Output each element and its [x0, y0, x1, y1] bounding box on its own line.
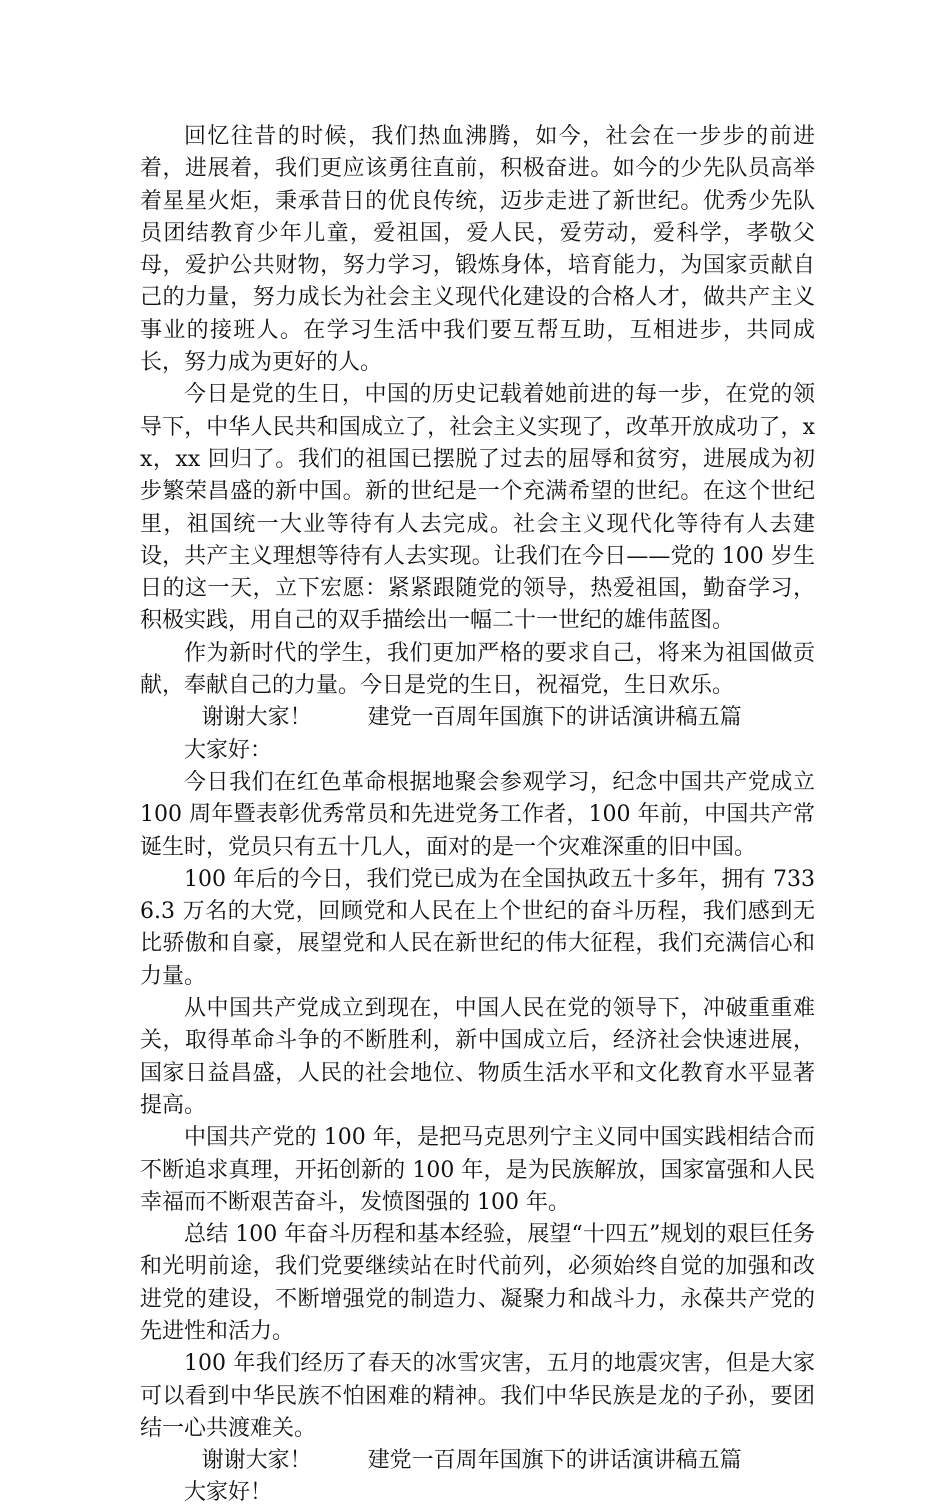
- paragraph: 今日是党的生日，中国的历史记载着她前进的每一步，在党的领导下，中华人民共和国成立了，社会主义实现了，改革开放成功了，xx，xx 回归了。我们的祖国已摆脱了过去的屈辱和贫穷，进展成为初步繁荣昌盛的新中国。新的世纪是一个充满希望的世纪。在这个世纪里，祖国统一大业等待有人去完成。社会主义现代化等待有人去建设，共产主义理想等待有人去实现。让我们在今日——党的 100 岁生日的这一天，立下宏愿：紧紧跟随党的领导，热爱祖国，勤奋学习，积极实践，用自己的双手描绘出一幅二十一世纪的雄伟蓝图。: [140, 382, 815, 634]
- paragraph: 从中国共产党成立到现在，中国人民在党的领导下，冲破重重难关，取得革命斗争的不断胜利，新中国成立后，经济社会快速进展，国家日益昌盛，人民的社会地位、物质生活水平和文化教育水平显著提高。: [140, 996, 815, 1118]
- greeting: 大家好：: [184, 737, 273, 763]
- greeting: 大家好！: [184, 1480, 273, 1506]
- paragraph: 今日我们在红色革命根据地聚会参观学习，纪念中国共产党成立 100 周年暨表彰优秀常员和先进党务工作者，100 年前，中国共产常诞生时，党员只有五十几人，面对的是一个灾难深重的旧中国。: [140, 769, 815, 860]
- paragraph: 100 年后的今日，我们党已成为在全国执政五十多年，拥有 7336.3 万名的大党，回顾党和人民在上个世纪的奋斗历程，我们感到无比骄傲和自豪，展望党和人民在新世纪的伟大征程，我们充满信心和力量。: [140, 866, 815, 989]
- paragraph: 100 年我们经历了春天的冰雪灾害，五月的地震灾害，但是大家可以看到中华民族不怕困难的精神。我们中华民族是龙的子孙，要团结一心共渡难关。: [140, 1351, 815, 1441]
- paragraph: 作为新时代的学生，我们更加严格的要求自己，将来为祖国做贡献，奉献自己的力量。今日是党的生日，祝福党，生日欢乐。: [140, 640, 815, 699]
- section-divider: [140, 702, 815, 734]
- section-divider: [140, 1445, 815, 1477]
- document-body: [140, 121, 815, 1510]
- paragraph: 总结 100 年奋斗历程和基本经验，展望“十四五”规划的艰巨任务和光明前途，我们党要继续站在时代前列，必须始终自觉的加强和改进党的建设，不断增强党的制造力、凝聚力和战斗力，永葆共产党的先进性和活力。: [140, 1222, 815, 1344]
- thanks-text: 谢谢大家！: [201, 705, 312, 731]
- paragraph: 中国共产党的 100 年，是把马克思列宁主义同中国实践相结合而不断追求真理，开拓创新的 100 年，是为民族解放，国家富强和人民幸福而不断艰苦奋斗，发愤图强的 100 年。: [140, 1125, 815, 1215]
- paragraph: 回忆往昔的时候，我们热血沸腾，如今，社会在一步步的前进着，进展着，我们更应该勇往直前，积极奋进。如今的少先队员高举着星星火炬，秉承昔日的优良传统，迈步走进了新世纪。优秀少先队员团结教育少年儿童，爱祖国，爱人民，爱劳动，爱科学，孝敬父母，爱护公共财物，努力学习，锻炼身体，培育能力，为国家贡献自己的力量，努力成长为社会主义现代化建设的合格人才，做共产主义事业的接班人。在学习生活中我们要互帮互助，互相进步，共同成长，努力成为更好的人。: [140, 124, 815, 376]
- speech-heading: 建党一百周年国旗下的讲话演讲稿五篇: [367, 705, 742, 731]
- speech-heading: 建党一百周年国旗下的讲话演讲稿五篇: [367, 1448, 742, 1474]
- thanks-text: 谢谢大家！: [201, 1448, 312, 1474]
